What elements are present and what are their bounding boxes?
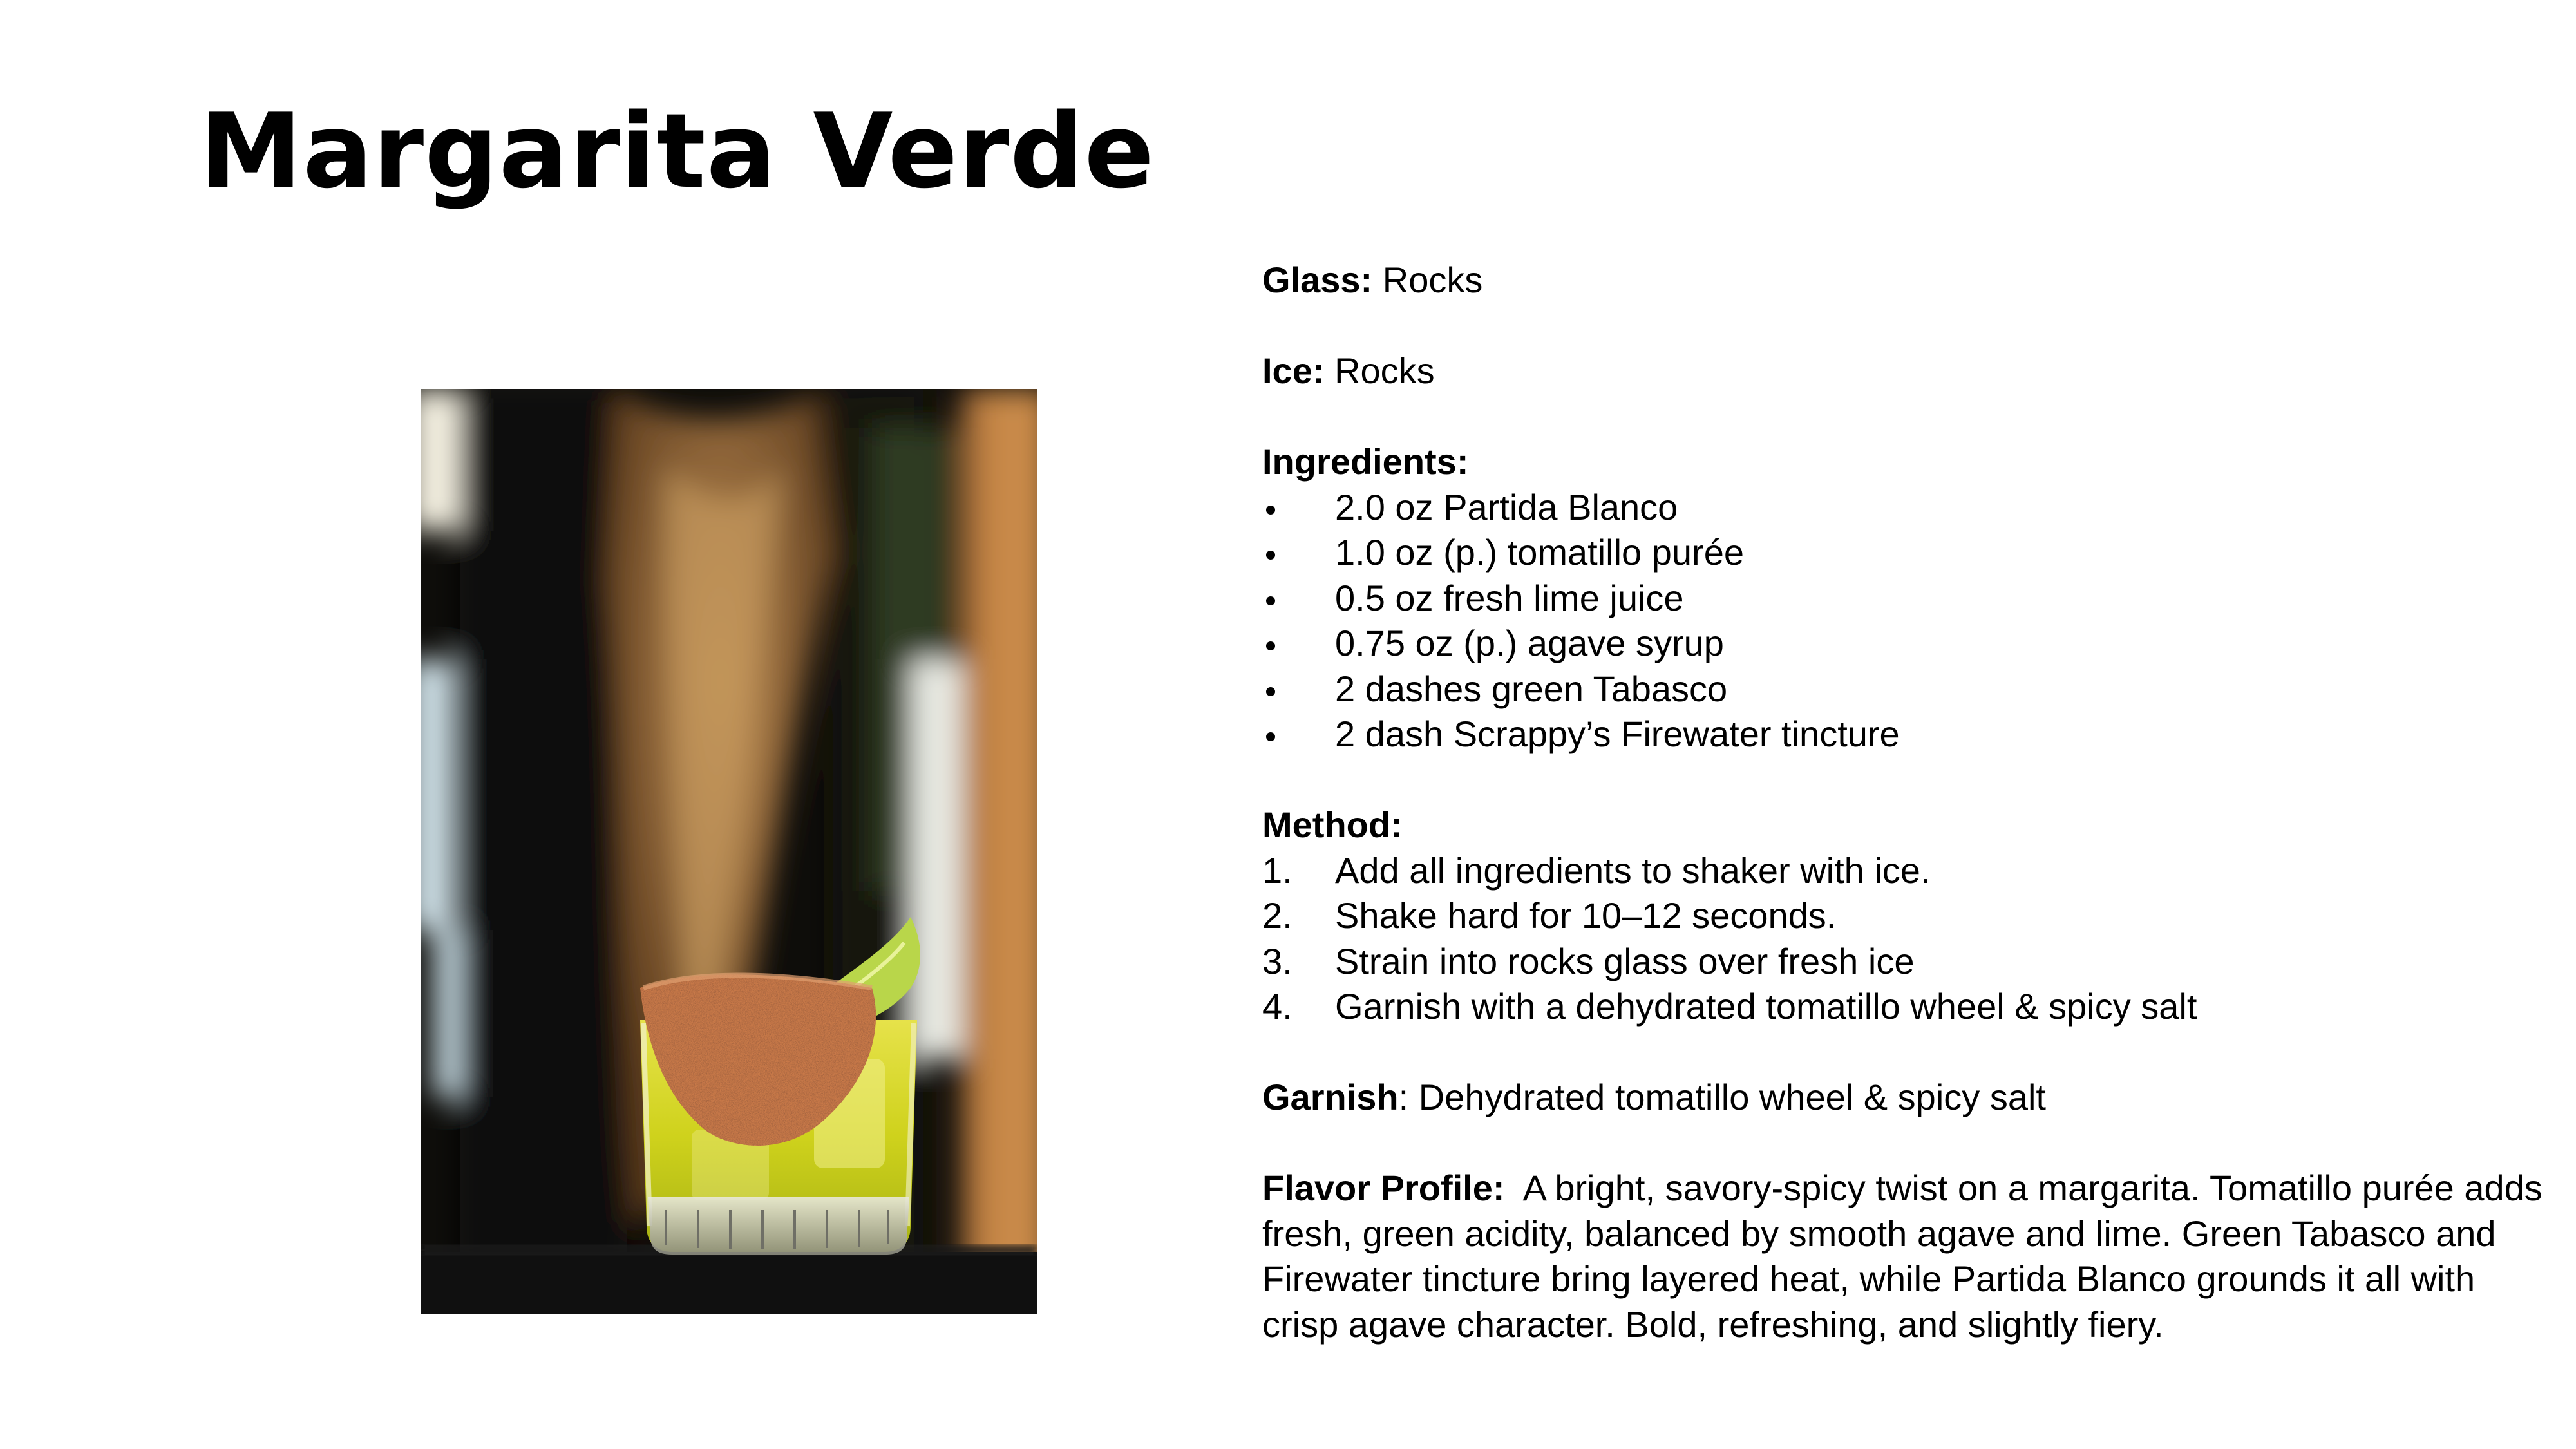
ice-line [1262,348,2544,394]
method-list [1262,848,2544,1030]
ingredient-item: 0.5 oz fresh lime juice [1335,577,1684,618]
garnish-line [1262,1075,2544,1121]
garnish-label: Garnish [1262,1077,1399,1117]
garnish-value: : Dehydrated tomatillo wheel & spicy salt [1398,1077,2046,1117]
method-heading: Method: [1262,804,1403,845]
glass-label: Glass: [1262,260,1373,300]
glass-line [1262,258,2544,303]
method-step: 2. Shake hard for 10–12 seconds. [1262,893,2544,939]
flavor-profile-label: Flavor Profile: [1262,1168,1505,1208]
cocktail-photo [421,389,1037,1314]
step-number: 4. [1262,986,1293,1027]
step-number: 1. [1262,849,1293,891]
ingredients-list [1262,485,2544,757]
ingredient-item: 1.0 oz (p.) tomatillo purée [1335,532,1744,573]
flavor-profile-text: A bright, savory-spicy twist on a margarita. Tomatillo purée adds fresh, green acidity, balanced by smooth agave and lime. Green Tabasco and Firewater tincture bring layered heat, while Partida Blanco grounds it all with crisp agave character. Bold, refreshing, and slightly fiery. [1262,1168,2543,1345]
step-number: 2. [1262,895,1293,936]
method-step: 4. Garnish with a dehydrated tomatillo wheel & spicy salt [1262,984,2544,1030]
ingredient-item: 2 dash Scrappy’s Firewater tincture [1335,714,1900,754]
ingredient-item: 2 dashes green Tabasco [1335,668,1728,709]
method-step: 3. Strain into rocks glass over fresh ice [1262,939,2544,985]
ice-value: Rocks [1334,350,1435,391]
recipe-title: Margarita Verde [200,91,1155,211]
flavor-profile [1262,1166,2544,1347]
ingredient-item: 2.0 oz Partida Blanco [1335,486,1678,527]
method-step: 1. Add all ingredients to shaker with ice. [1262,848,2544,894]
ingredients-heading: Ingredients: [1262,441,1469,482]
glass-value: Rocks [1382,260,1483,300]
recipe-details [1262,258,2544,1347]
ice-label: Ice: [1262,350,1325,391]
step-number: 3. [1262,940,1293,981]
ingredient-item: 0.75 oz (p.) agave syrup [1335,623,1724,663]
